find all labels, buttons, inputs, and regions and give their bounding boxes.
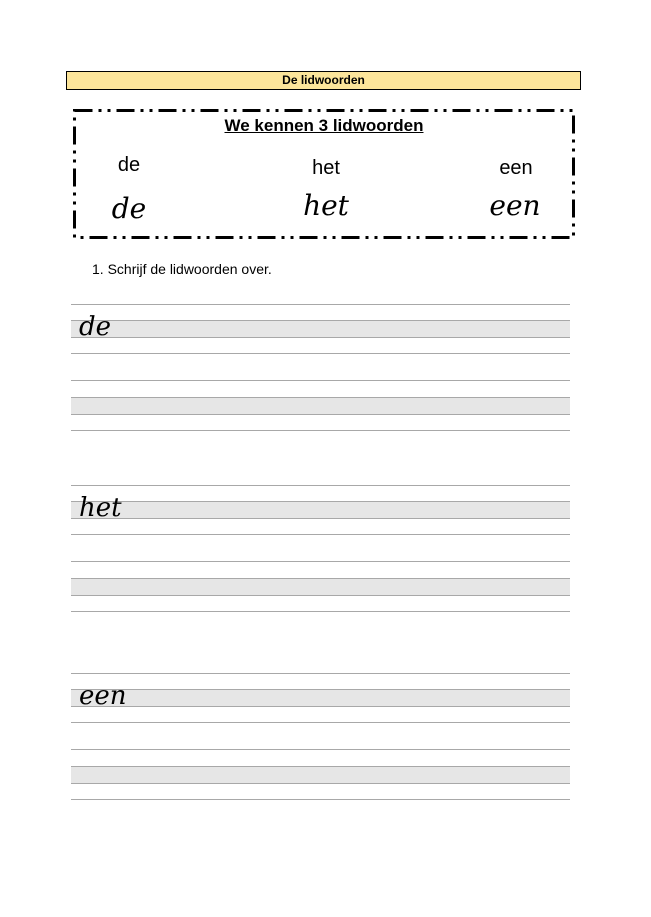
writing-rule (71, 320, 570, 321)
writing-lines (71, 0, 570, 917)
writing-rule (71, 518, 570, 519)
writing-rule (71, 578, 570, 579)
writing-rule (71, 337, 570, 338)
example-een: een (79, 681, 127, 711)
article-print-een: een (499, 157, 533, 179)
writing-rule (71, 749, 570, 750)
writing-rule (71, 799, 570, 800)
example-de: de (79, 312, 112, 342)
writing-band (71, 578, 570, 595)
writing-rule (71, 783, 570, 784)
writing-rule (71, 380, 570, 381)
writing-rule (71, 485, 570, 486)
writing-rule (71, 766, 570, 767)
article-script-het: het (303, 189, 349, 222)
writing-rule (71, 722, 570, 723)
writing-rule (71, 689, 570, 690)
writing-rule (71, 561, 570, 562)
writing-rule (71, 304, 570, 305)
writing-rule (71, 611, 570, 612)
writing-rule (71, 534, 570, 535)
writing-rule (71, 501, 570, 502)
article-print-het: het (312, 157, 340, 179)
page-title: De lidwoorden (66, 71, 581, 90)
box-heading: We kennen 3 lidwoorden (224, 116, 424, 135)
writing-rule (71, 353, 570, 354)
exercise-instruction: 1. Schrijf de lidwoorden over. (92, 261, 272, 277)
writing-rule (71, 430, 570, 431)
writing-band (71, 689, 570, 706)
writing-band (71, 320, 570, 337)
article-script-de: de (111, 192, 147, 225)
writing-band (71, 766, 570, 783)
example-het: het (79, 493, 122, 523)
writing-rule (71, 414, 570, 415)
writing-rule (71, 673, 570, 674)
writing-band (71, 501, 570, 518)
article-script-een: een (489, 189, 541, 222)
writing-rule (71, 595, 570, 596)
writing-band (71, 397, 570, 414)
writing-rule (71, 397, 570, 398)
article-print-de: de (117, 154, 141, 176)
writing-rule (71, 706, 570, 707)
